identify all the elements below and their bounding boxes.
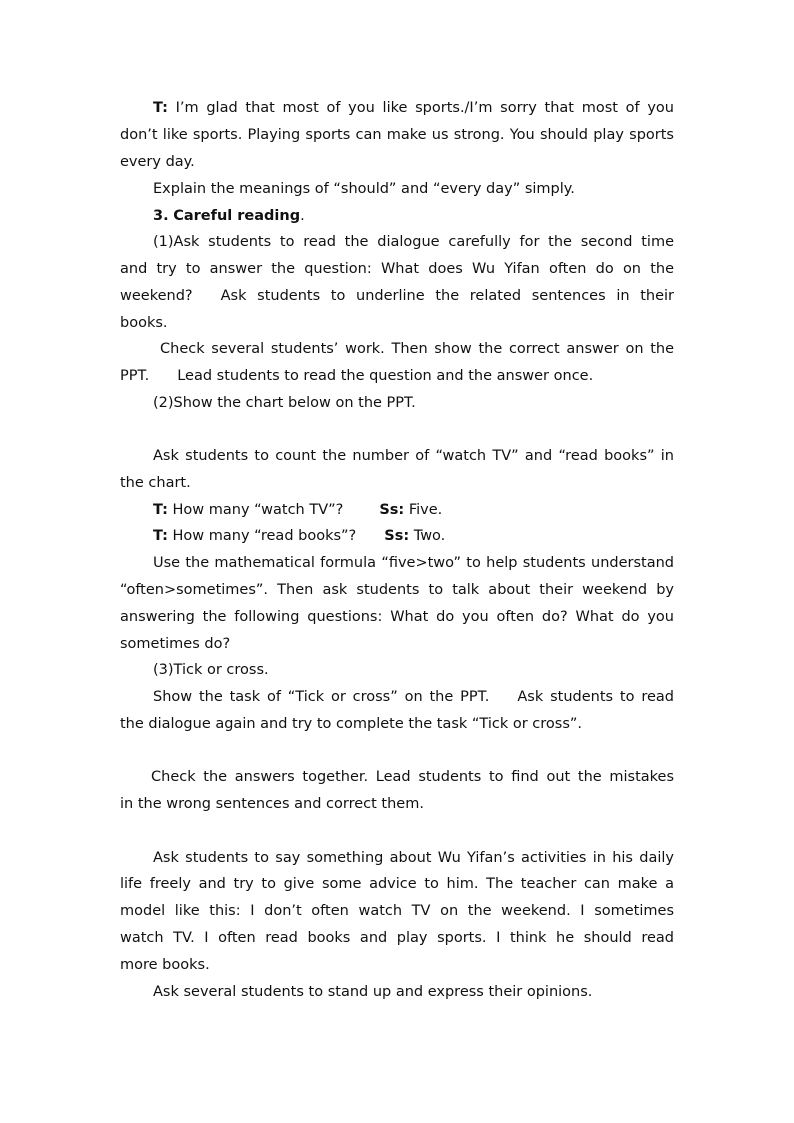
paragraph-line: model like this: I don’t often watch TV on the weekend. I sometimes bbox=[120, 903, 674, 919]
section-heading bbox=[120, 206, 674, 226]
paragraph-line: don’t like sports. Playing sports can make us strong. You should play sports bbox=[120, 127, 674, 143]
section-dot: . bbox=[163, 208, 169, 224]
paragraph-text: I’m glad that most of you like sports./I’m sorry that most of you bbox=[175, 100, 674, 116]
paragraph-line: and try to answer the question: What does Wu Yifan often do on the bbox=[120, 261, 674, 277]
paragraph-text: PPT. bbox=[120, 368, 150, 384]
paragraph-text: Lead students to read the question and the answer once. bbox=[177, 368, 594, 384]
dialogue-answer: Two. bbox=[413, 528, 446, 544]
paragraph-line bbox=[120, 286, 674, 306]
paragraph-text: Show the task of “Tick or cross” on the PPT. bbox=[153, 689, 490, 705]
paragraph-line: Ask students to count the number of “watch TV” and “read books” in bbox=[153, 448, 674, 464]
paragraph-line: answering the following questions: What do you often do? What do you bbox=[120, 609, 674, 625]
paragraph-line: more books. bbox=[120, 957, 210, 973]
paragraph-line: “often>sometimes”. Then ask students to talk about their weekend by bbox=[120, 582, 674, 598]
paragraph-line: (1)Ask students to read the dialogue carefully for the second time bbox=[153, 234, 674, 250]
paragraph-line bbox=[120, 98, 674, 118]
paragraph-line: (3)Tick or cross. bbox=[153, 662, 269, 678]
paragraph-line: in the wrong sentences and correct them. bbox=[120, 796, 424, 812]
paragraph-text: Ask students to read bbox=[517, 689, 674, 705]
paragraph-line: watch TV. I often read books and play sports. I think he should read bbox=[120, 930, 674, 946]
paragraph-line: Check the answers together. Lead students to find out the mistakes bbox=[151, 769, 674, 785]
paragraph-line: Explain the meanings of “should” and “every day” simply. bbox=[153, 181, 575, 197]
paragraph-line: sometimes do? bbox=[120, 636, 231, 652]
dialogue-question: How many “watch TV”? bbox=[172, 502, 344, 518]
paragraph-line: Use the mathematical formula “five>two” to help students understand bbox=[153, 555, 674, 571]
paragraph-line: Check several students’ work. Then show the correct answer on the bbox=[160, 341, 674, 357]
speaker-label: T: bbox=[153, 528, 168, 544]
paragraph-line: every day. bbox=[120, 154, 195, 170]
paragraph-text: Ask students to underline the related sentences in their bbox=[220, 288, 674, 304]
paragraph-line: Ask several students to stand up and express their opinions. bbox=[153, 984, 593, 1000]
dialogue-line bbox=[120, 500, 674, 520]
section-title: Careful reading bbox=[173, 208, 301, 224]
paragraph-line: (2)Show the chart below on the PPT. bbox=[153, 395, 416, 411]
paragraph-line: Ask students to say something about Wu Yifan’s activities in his daily bbox=[153, 850, 674, 866]
paragraph-line: the chart. bbox=[120, 475, 191, 491]
paragraph-text: weekend? bbox=[120, 288, 193, 304]
dialogue-question: How many “read books”? bbox=[172, 528, 357, 544]
section-number: 3 bbox=[153, 208, 164, 224]
paragraph-line: books. bbox=[120, 315, 168, 331]
dialogue-answer: Five. bbox=[408, 502, 443, 518]
paragraph-line bbox=[120, 687, 674, 707]
paragraph-line: the dialogue again and try to complete the task “Tick or cross”. bbox=[120, 716, 583, 732]
dialogue-line bbox=[120, 526, 674, 546]
speaker-label: Ss: bbox=[384, 528, 410, 544]
speaker-label: Ss: bbox=[379, 502, 405, 518]
paragraph-line: life freely and try to give some advice to him. The teacher can make a bbox=[120, 876, 674, 892]
paragraph-line bbox=[120, 366, 674, 386]
speaker-label: T: bbox=[153, 100, 168, 116]
section-period: . bbox=[300, 208, 305, 224]
speaker-label: T: bbox=[153, 502, 168, 518]
